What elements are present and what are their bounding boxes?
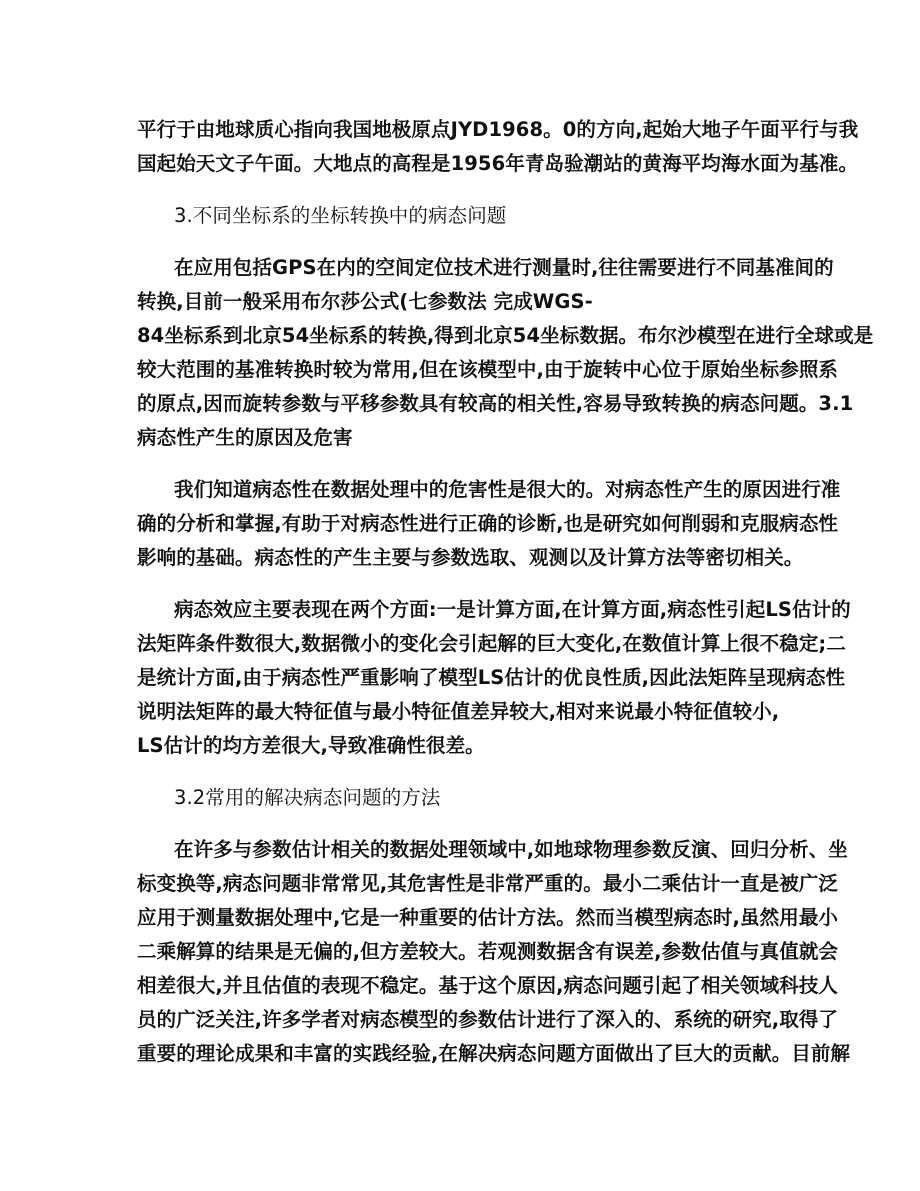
- text-line: 相差很大,并且估值的表现不稳定。基于这个原因,病态问题引起了相关领域科技人: [137, 974, 839, 997]
- text-line: 国起始天文子午面。大地点的高程是1956年青岛验潮站的黄海平均海水面为基准。: [137, 152, 859, 175]
- text-line: 转换,目前一般采用布尔莎公式(七参数法 完成WGS-: [137, 290, 593, 313]
- text-line: 确的分析和掌握,有助于对病态性进行正确的诊断,也是研究如何削弱和克服病态性: [137, 512, 839, 535]
- text-line: 平行于由地球质心指向我国地极原点JYD1968。0的方向,起始大地子午面平行与我: [137, 118, 859, 141]
- text-line: 员的广泛关注,许多学者对病态模型的参数估计进行了深入的、系统的研究,取得了: [137, 1008, 839, 1031]
- text-line: 重要的理论成果和丰富的实践经验,在解决病态问题方面做出了巨大的贡献。目前解: [137, 1042, 851, 1065]
- section-heading: 3.2常用的解决病态问题的方法: [174, 786, 441, 809]
- text-line: 说明法矩阵的最大特征值与最小特征值差异较大,相对来说最小特征值较小,: [137, 700, 780, 723]
- text-line: 标变换等,病态问题非常常见,其危害性是非常严重的。最小二乘估计一直是被广泛: [137, 872, 839, 895]
- text-line: 的原点,因而旋转参数与平移参数具有较高的相关性,容易导致转换的病态问题。3.1: [137, 392, 854, 415]
- text-line: LS估计的均方差很大,导致准确性很差。: [137, 734, 485, 757]
- text-line: 我们知道病态性在数据处理中的危害性是很大的。对病态性产生的原因进行准: [174, 478, 841, 501]
- text-line: 较大范围的基准转换时较为常用,但在该模型中,由于旋转中心位于原始坐标参照系: [137, 358, 839, 381]
- text-line: 是统计方面,由于病态性严重影响了模型LS估计的优良性质,因此法矩阵呈现病态性: [137, 666, 846, 689]
- text-line: 84坐标系到北京54坐标系的转换,得到北京54坐标数据。布尔沙模型在进行全球或是: [137, 324, 874, 347]
- section-heading: 3.不同坐标系的坐标转换中的病态问题: [174, 204, 507, 227]
- text-line: 影响的基础。病态性的产生主要与参数选取、观测以及计算方法等密切相关。: [137, 546, 804, 569]
- text-line: 法矩阵条件数很大,数据微小的变化会引起解的巨大变化,在数值计算上很不稳定;二: [137, 632, 846, 655]
- text-line: 在许多与参数估计相关的数据处理领域中,如地球物理参数反演、回归分析、坐: [174, 838, 848, 861]
- text-line: 应用于测量数据处理中,它是一种重要的估计方法。然而当模型病态时,虽然用最小: [137, 906, 839, 929]
- text-line: 在应用包括GPS在内的空间定位技术进行测量时,往往需要进行不同基准间的: [174, 256, 834, 279]
- text-line: 病态效应主要表现在两个方面:一是计算方面,在计算方面,病态性引起LS估计的: [174, 598, 851, 621]
- text-line: 二乘解算的结果是无偏的,但方差较大。若观测数据含有误差,参数估值与真值就会: [137, 940, 839, 963]
- text-line: 病态性产生的原因及危害: [137, 426, 353, 449]
